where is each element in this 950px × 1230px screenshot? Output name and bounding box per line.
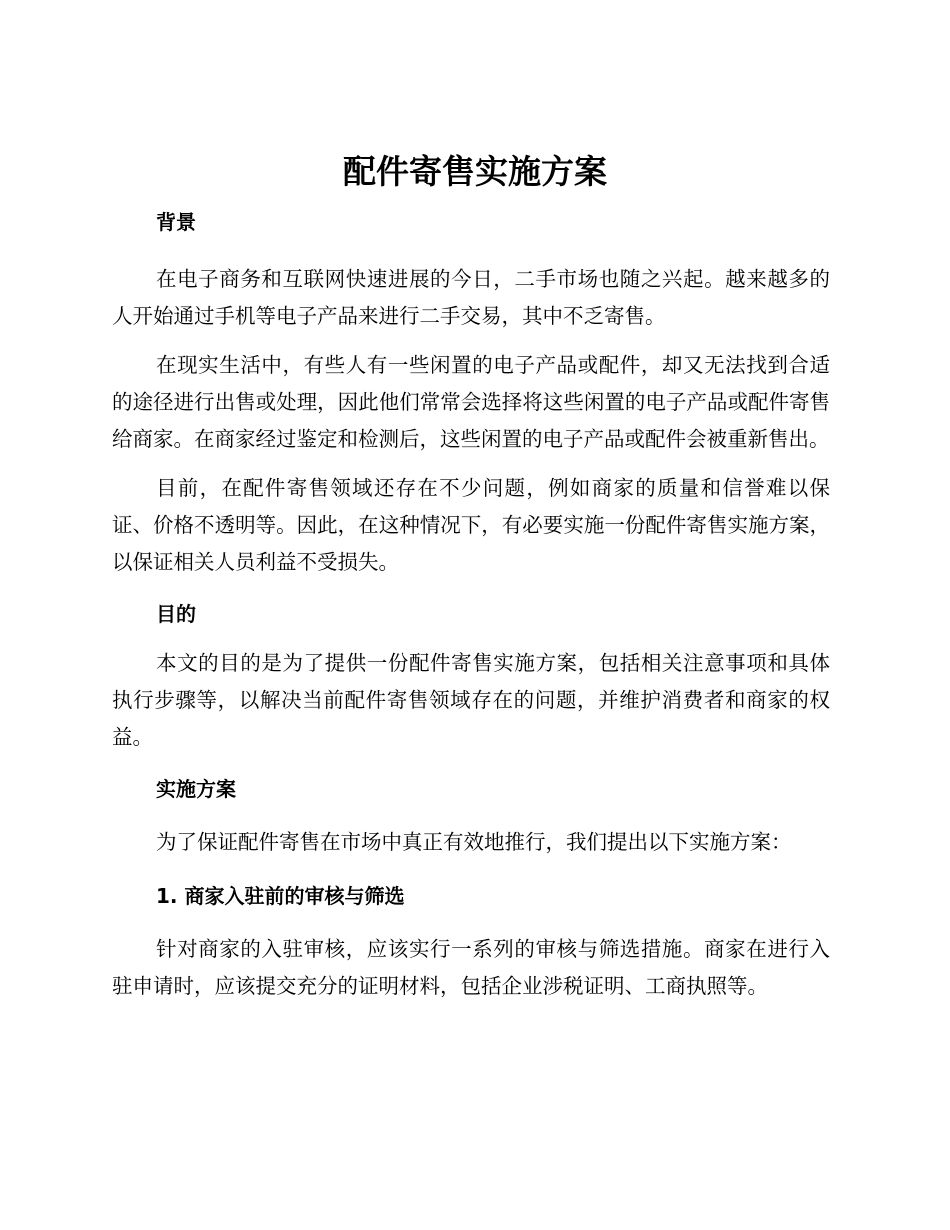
background-paragraph-3: 目前，在配件寄售领域还存在不少问题，例如商家的质量和信誉难以保证、价格不透明等。因此，在这种情况下，有必要实施一份配件寄售实施方案，以保证相关人员利益不受损失。 <box>112 476 830 574</box>
document-body <box>112 200 830 1005</box>
background-paragraph-1: 在电子商务和互联网快速进展的今日，二手市场也随之兴起。越来越多的人开始通过手机等电子产品来进行二手交易，其中不乏寄售。 <box>112 267 830 328</box>
document-title: 配件寄售实施方案 <box>343 152 607 191</box>
background-paragraph-2: 在现实生活中，有些人有一些闲置的电子产品或配件，却又无法找到合适的途径进行出售或处理，因此他们常常会选择将这些闲置的电子产品或配件寄售给商家。在商家经过鉴定和检测后，这些闲置的电子产品或配件会被重新售出。 <box>112 353 830 451</box>
section-heading-purpose: 目的 <box>156 602 196 626</box>
step-1-heading: 1. 商家入驻前的审核与筛选 <box>156 884 405 908</box>
section-heading-plan: 实施方案 <box>156 777 236 801</box>
plan-intro-paragraph: 为了保证配件寄售在市场中真正有效地推行，我们提出以下实施方案： <box>156 830 792 854</box>
purpose-paragraph: 本文的目的是为了提供一份配件寄售实施方案，包括相关注意事项和具体执行步骤等，以解决当前配件寄售领域存在的问题，并维护消费者和商家的权益。 <box>112 651 830 749</box>
section-heading-background: 背景 <box>156 210 196 234</box>
step-1-paragraph: 针对商家的入驻审核，应该实行一系列的审核与筛选措施。商家在进行入驻申请时，应该提交充分的证明材料，包括企业涉税证明、工商执照等。 <box>112 937 830 998</box>
